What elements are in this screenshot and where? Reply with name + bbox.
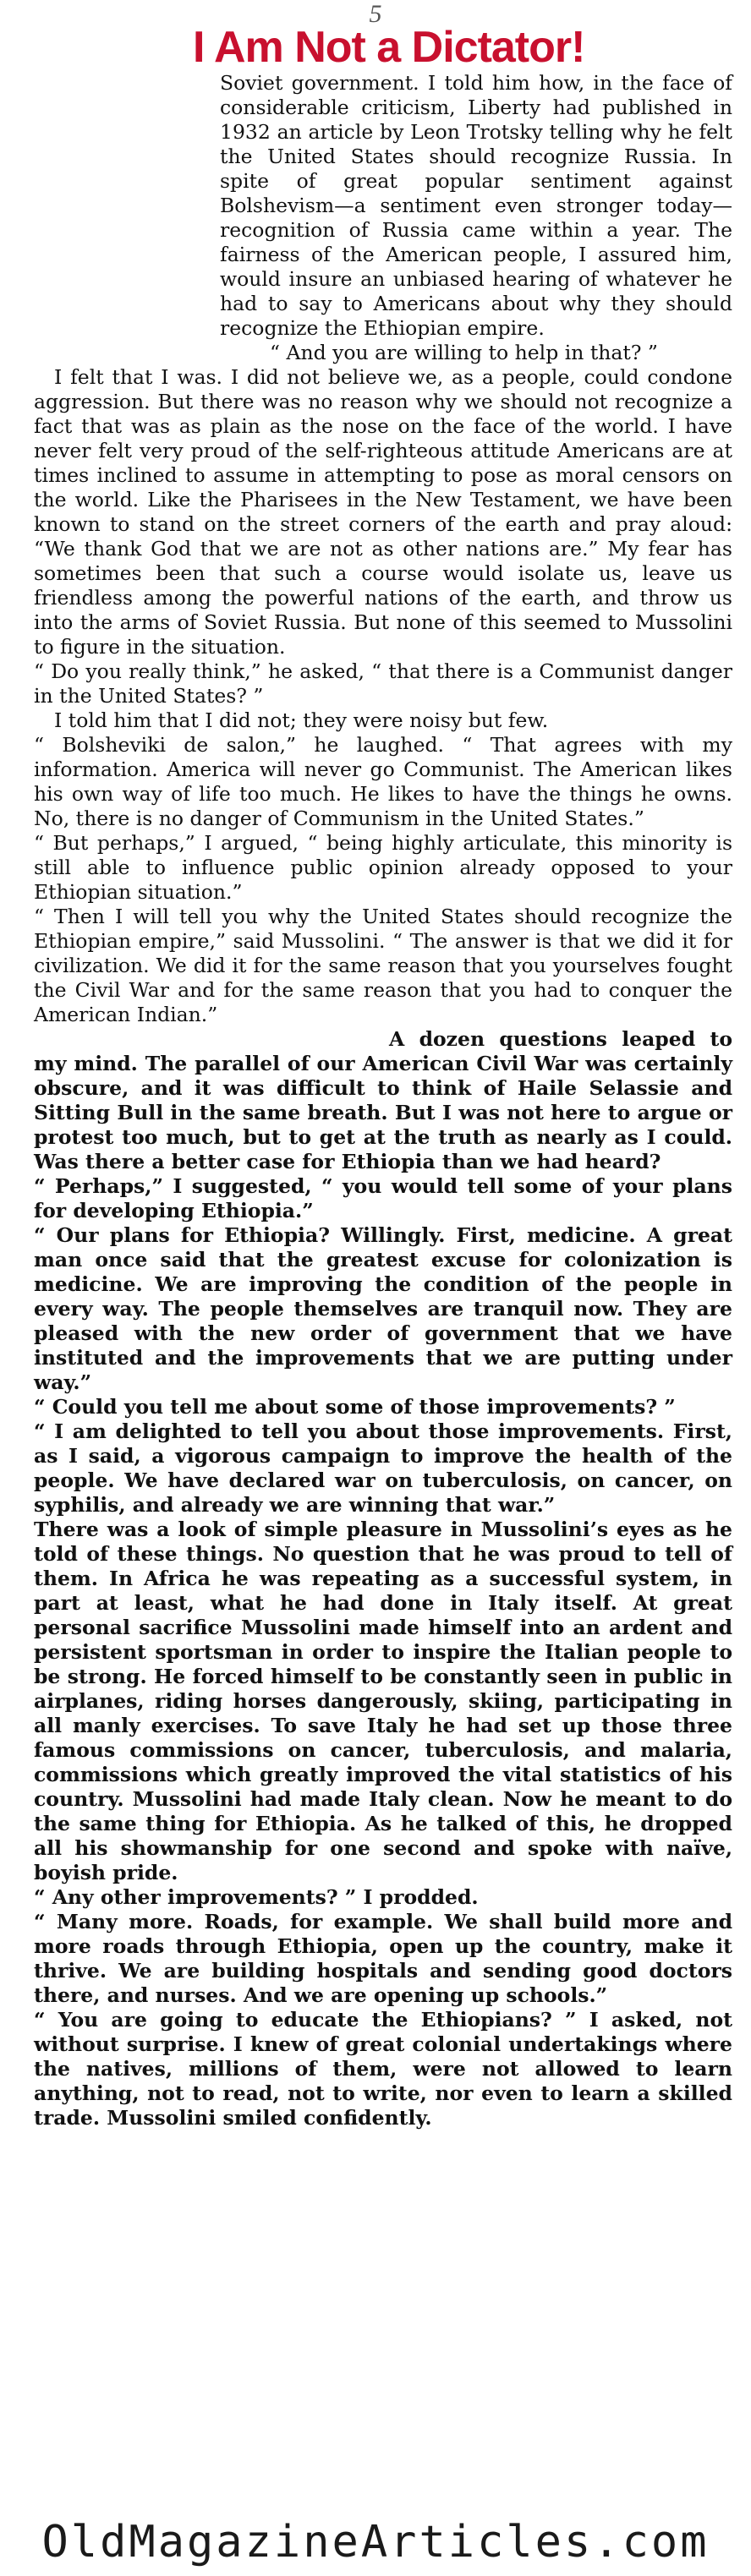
article-paragraph: “ And you are willing to help in that? ” <box>270 341 658 364</box>
article-paragraph: “ Perhaps,” I suggested, “ you would tell some of your plans for developing Ethiopia.” <box>34 1174 732 1222</box>
article-paragraph: “ Do you really think,” he asked, “ that there is a Communist danger in the United States? ” <box>34 659 732 708</box>
article-paragraph: “ Any other improvements? ” I prodded. <box>34 1885 479 1909</box>
article-paragraph: “ Then I will tell you why the United States should recognize the Ethiopian empire,” said Mussolini. “ The answer is that we did it for civilization. We did it for the same reason that you yourselves fought the Civil War and for the same reason that you had to conquer the American Indian.” <box>34 905 732 1026</box>
article-paragraph: “ Our plans for Ethiopia? Willingly. First, medicine. A great man once said that the greatest excuse for colonization is medicine. We are improving the condition of the people in every way. The people themselves are tranquil now. They are pleased with the new order of government that we have instituted and the improvements that we are putting under way.” <box>34 1223 732 1394</box>
article-body <box>34 71 732 2130</box>
article-paragraph: I felt that I was. I did not believe we, as a people, could condone aggression. But there was no reason why we should not recognize a fact that was as plain as the nose on the face of the world. I have never felt very proud of the self-righteous attitude Americans are at times inclined to assume in attempting to pose as moral censors on the world. Like the Pharisees in the New Testament, we have been known to stand on the street corners of the earth and pray aloud: “We thank God that we are not as other nations are.” My fear has sometimes been that such a course would isolate us, leave us friendless among the powerful nations of the earth, and throw us into the arms of Soviet Russia. But none of this seemed to Mussolini to figure in the situation. <box>34 365 732 659</box>
article-paragraph: “ Bolsheviki de salon,” he laughed. “ That agrees with my information. America will never go Communist. The American likes his own way of life too much. He likes to have the things he owns. No, there is no danger of Communism in the United States.” <box>34 733 732 830</box>
article-paragraph: “ But perhaps,” I argued, “ being highly articulate, this minority is still able to influence public opinion already opposed to your Ethiopian situation.” <box>34 831 732 904</box>
article-paragraph: “ You are going to educate the Ethiopians? ” I asked, not without surprise. I knew of great colonial undertakings where the natives, millions of them, were not allowed to learn anything, not to read, not to write, nor even to learn a skilled trade. Mussolini smiled confidently. <box>34 2008 732 2130</box>
article-paragraph: Soviet government. I told him how, in the face of considerable criticism, Liberty had published in 1932 an article by Leon Trotsky telling why he felt the United States should recognize Russia. In spite of great popular sentiment against Bolshevism—a sentiment even stronger today—recognition of Russia came within a year. The fairness of the American people, I assured him, would insure an unbiased hearing of whatever he had to say to Americans about why they should recognize the Ethiopian empire. <box>220 71 732 340</box>
article-paragraph: A dozen questions leaped to my mind. The parallel of our American Civil War was certainly obscure, and it was difficult to think of Haile Selassie and Sitting Bull in the same breath. But I was not here to argue or protest too much, but to get at the truth as nearly as I could. Was there a better case for Ethiopia than we had heard? <box>34 1027 732 1173</box>
article-paragraph: There was a look of simple pleasure in Mussolini’s eyes as he told of these things. No question that he was proud to tell of them. In Africa he was repeating as a successful system, in part at least, what he had done in Italy itself. At great personal sacrifice Mussolini made himself into an ardent and persistent sportsman in order to inspire the Italian people to be strong. He forced himself to be constantly seen in public in airplanes, riding horses dangerously, skiing, participating in all manly exercises. To save Italy he had set up those three famous commissions on cancer, tuberculosis, and malaria, commissions which greatly improved the vital statistics of his country. Mussolini had made Italy clean. Now he meant to do the same thing for Ethiopia. As he talked of this, he dropped all his showmanship for one second and spoke with naïve, boyish pride. <box>34 1518 732 1884</box>
bold-section <box>34 1027 732 2130</box>
article-paragraph: “ I am delighted to tell you about those improvements. First, as I said, a vigorous campaign to improve the health of the people. We have declared war on tuberculosis, on cancer, on syphilis, and already we are winning that war.” <box>34 1419 732 1517</box>
site-footer-watermark: OldMagazineArticles.com <box>41 2517 710 2568</box>
article-paragraph: “ Could you tell me about some of those improvements? ” <box>34 1395 676 1419</box>
article-paragraph: “ Many more. Roads, for example. We shall build more and more roads through Ethiopia, open up the country, make it thrive. We are building hospitals and sending good doctors there, and nurses. And we are opening up schools.” <box>34 1910 732 2007</box>
article-paragraph: I told him that I did not; they were noisy but few. <box>54 708 549 732</box>
page-number: 5 <box>369 0 382 28</box>
article-headline: I Am Not a Dictator! <box>193 23 585 72</box>
